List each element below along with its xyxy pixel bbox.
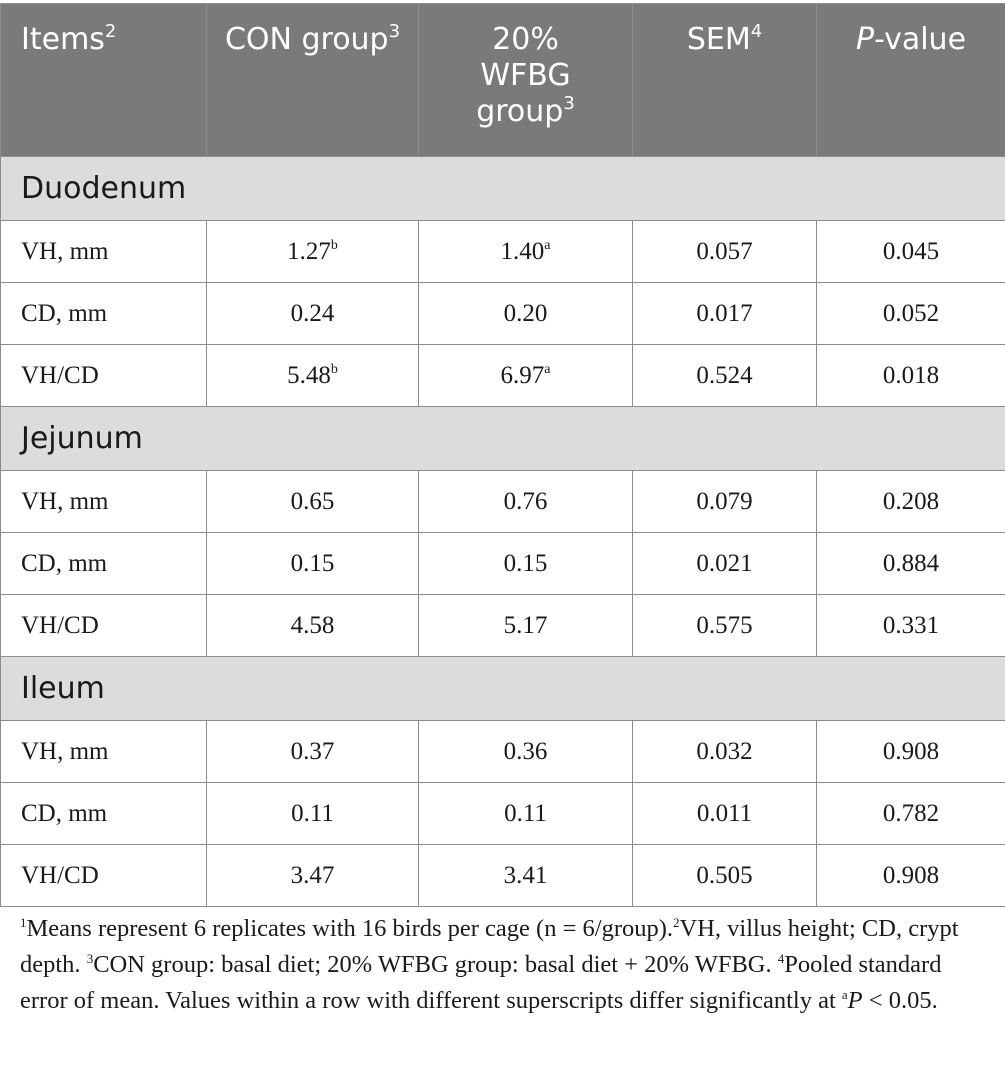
- row-label: VH, mm: [1, 721, 207, 783]
- row-label: CD, mm: [1, 783, 207, 845]
- header-sem: SEM$^4$: [633, 4, 817, 157]
- table-row: [1, 845, 1005, 907]
- con-value: 0.15: [207, 533, 419, 595]
- wfbg-value: 5.17: [419, 595, 633, 657]
- p-value: 0.052: [817, 283, 1005, 345]
- wfbg-value: 0.11: [419, 783, 633, 845]
- section-title: Jejunum: [1, 407, 1005, 471]
- section-row: [1, 407, 1005, 471]
- sem-value: 0.524: [633, 345, 817, 407]
- p-value: 0.908: [817, 721, 1005, 783]
- wfbg-value: 6.97$^a$: [419, 345, 633, 407]
- p-value: 0.045: [817, 221, 1005, 283]
- con-value: 0.65: [207, 471, 419, 533]
- section-title: Ileum: [1, 657, 1005, 721]
- header-row: [1, 4, 1005, 157]
- p-value: 0.331: [817, 595, 1005, 657]
- sem-value: 0.575: [633, 595, 817, 657]
- wfbg-value: 0.15: [419, 533, 633, 595]
- wfbg-value: 0.20: [419, 283, 633, 345]
- significance-superscript: b: [330, 237, 338, 253]
- p-value: 0.782: [817, 783, 1005, 845]
- wfbg-value: 3.41: [419, 845, 633, 907]
- significance-superscript: b: [330, 361, 338, 377]
- section-row: [1, 157, 1005, 221]
- p-value: 0.018: [817, 345, 1005, 407]
- header-items: Items$^2$: [1, 4, 207, 157]
- table-row: [1, 595, 1005, 657]
- wfbg-value: 0.76: [419, 471, 633, 533]
- row-label: VH/CD: [1, 345, 207, 407]
- table-row: [1, 471, 1005, 533]
- sem-value: 0.057: [633, 221, 817, 283]
- table-row: [1, 533, 1005, 595]
- row-label: VH/CD: [1, 595, 207, 657]
- significance-superscript: a: [544, 237, 551, 253]
- sem-value: 0.505: [633, 845, 817, 907]
- sem-value: 0.032: [633, 721, 817, 783]
- con-value: 5.48$^b$: [207, 345, 419, 407]
- p-value: 0.884: [817, 533, 1005, 595]
- header-p-value: P-value: [817, 4, 1005, 157]
- wfbg-value: 1.40$^a$: [419, 221, 633, 283]
- sem-value: 0.017: [633, 283, 817, 345]
- table-row: [1, 221, 1005, 283]
- row-label: VH, mm: [1, 471, 207, 533]
- results-table: [0, 3, 1005, 907]
- p-value: 0.208: [817, 471, 1005, 533]
- table-footnote: $^1$Means represent 6 replicates with 16 birds per cage (n = 6/group).$^2$VH, villus height; CD, crypt depth. $^3$CON group: basal diet; 20% WFBG group: basal diet + 20% WFBG. $^4$Pooled standard error of mean. Values within a row with different superscripts differ significantly at $^a$P < 0.05.: [20, 915, 959, 1014]
- sem-value: 0.021: [633, 533, 817, 595]
- row-label: CD, mm: [1, 283, 207, 345]
- table-row: [1, 345, 1005, 407]
- con-value: 0.11: [207, 783, 419, 845]
- header-wfbg-group: 20% WFBG group$^3$: [419, 4, 633, 157]
- p-value: 0.908: [817, 845, 1005, 907]
- sem-value: 0.079: [633, 471, 817, 533]
- con-value: 4.58: [207, 595, 419, 657]
- con-value: 0.24: [207, 283, 419, 345]
- significance-superscript: a: [544, 361, 551, 377]
- con-value: 3.47: [207, 845, 419, 907]
- header-con-group: CON group$^3$: [207, 4, 419, 157]
- row-label: VH/CD: [1, 845, 207, 907]
- row-label: CD, mm: [1, 533, 207, 595]
- sem-value: 0.011: [633, 783, 817, 845]
- con-value: 1.27$^b$: [207, 221, 419, 283]
- row-label: VH, mm: [1, 221, 207, 283]
- table-row: [1, 283, 1005, 345]
- table-row: [1, 783, 1005, 845]
- section-row: [1, 657, 1005, 721]
- table-row: [1, 721, 1005, 783]
- wfbg-value: 0.36: [419, 721, 633, 783]
- section-title: Duodenum: [1, 157, 1005, 221]
- con-value: 0.37: [207, 721, 419, 783]
